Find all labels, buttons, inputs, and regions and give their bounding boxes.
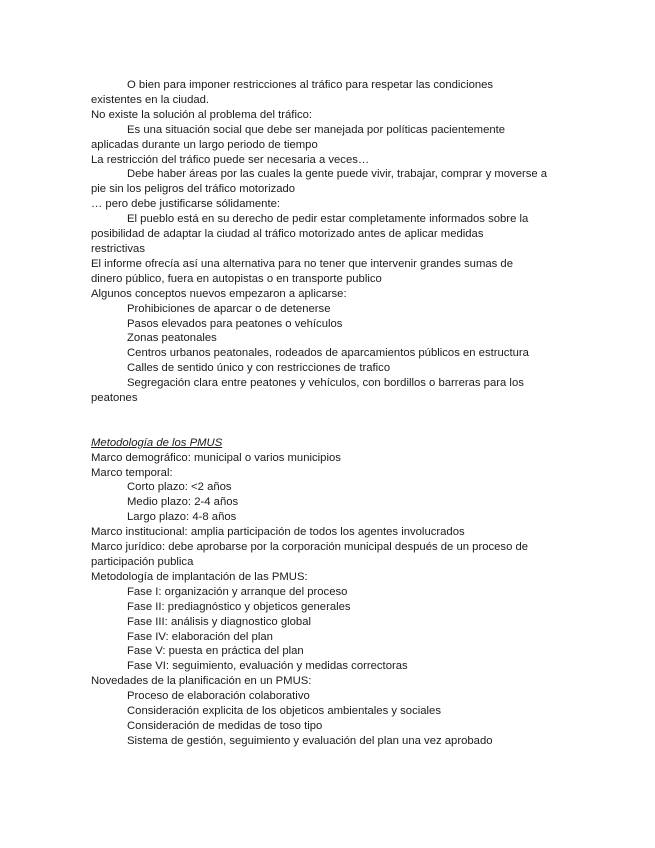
blank-line <box>91 421 577 436</box>
text-line: Fase IV: elaboración del plan <box>127 630 273 643</box>
text-line: Fase II: prediagnóstico y objeticos generales <box>127 600 351 613</box>
text-line: participación publica <box>91 555 194 568</box>
text-line: Marco demográfico: municipal o varios municipios <box>91 451 341 464</box>
text-line: existentes en la ciudad. <box>91 93 210 106</box>
text-line: Medio plazo: 2-4 años <box>127 496 239 509</box>
text-line: Calles de sentido único y con restricciones de trafico <box>127 362 391 375</box>
text-line: Fase VI: seguimiento, evaluación y medidas correctoras <box>127 660 408 673</box>
text-line: El pueblo está en su derecho de pedir estar completamente informados sobre la <box>127 213 529 226</box>
text-line: Segregación clara entre peatones y vehículos, con bordillos o barreras para los <box>127 377 524 390</box>
text-line: Proceso de elaboración colaborativo <box>127 690 310 703</box>
text-line: Pasos elevados para peatones o vehículos <box>127 317 343 330</box>
text-line: Metodología de implantación de las PMUS: <box>91 570 308 583</box>
blank-line <box>91 406 577 421</box>
text-line: Algunos conceptos nuevos empezaron a aplicarse: <box>91 287 347 300</box>
text-line: No existe la solución al problema del tráfico: <box>91 108 313 121</box>
text-line: Largo plazo: 4-8 años <box>127 511 237 524</box>
text-line: El informe ofrecía así una alternativa para no tener que intervenir grandes sumas de <box>91 257 513 270</box>
text-line: O bien para imponer restricciones al tráfico para respetar las condiciones <box>127 79 494 91</box>
text-line: … pero debe justificarse sólidamente: <box>91 198 281 211</box>
text-line: Corto plazo: <2 años <box>127 481 232 494</box>
text-line: Es una situación social que debe ser manejada por políticas pacientemente <box>127 123 506 136</box>
text-line: Fase III: análisis y diagnostico global <box>127 615 311 628</box>
text-line: aplicadas durante un largo periodo de tiempo <box>91 138 318 151</box>
text-line: Novedades de la planificación en un PMUS: <box>91 675 312 688</box>
text-line: La restricción del tráfico puede ser necesaria a veces… <box>91 153 370 166</box>
text-line: Fase I: organización y arranque del proceso <box>127 585 348 598</box>
text-line: restrictivas <box>91 242 145 255</box>
text-line: Marco jurídico: debe aprobarse por la corporación municipal después de un proceso de <box>91 541 529 554</box>
text-line: peatones <box>91 392 138 405</box>
text-line: pie sin los peligros del tráfico motorizado <box>91 183 296 196</box>
text-line: Marco temporal: <box>91 466 173 479</box>
text-line: Consideración explicita de los objeticos ambientales y sociales <box>127 705 441 718</box>
document-content <box>91 78 577 749</box>
text-line: Marco institucional: amplia participación de todos los agentes involucrados <box>91 526 465 539</box>
text-line: Zonas peatonales <box>127 332 217 345</box>
text-line: Prohibiciones de aparcar o de detenerse <box>127 302 331 315</box>
text-line: Centros urbanos peatonales, rodeados de aparcamientos públicos en estructura <box>127 347 529 360</box>
text-line: Sistema de gestión, seguimiento y evaluación del plan una vez aprobado <box>127 734 493 747</box>
text-line: Fase V: puesta en práctica del plan <box>127 645 304 658</box>
text-line: dinero público, fuera en autopistas o en transporte publico <box>91 272 382 285</box>
text-line: posibilidad de adaptar la ciudad al tráfico motorizado antes de aplicar medidas <box>91 228 484 241</box>
text-line: Debe haber áreas por las cuales la gente puede vivir, trabajar, comprar y moverse a <box>127 168 548 181</box>
text-line: Consideración de medidas de toso tipo <box>127 719 323 732</box>
section-heading: Metodología de los PMUS <box>91 436 223 449</box>
